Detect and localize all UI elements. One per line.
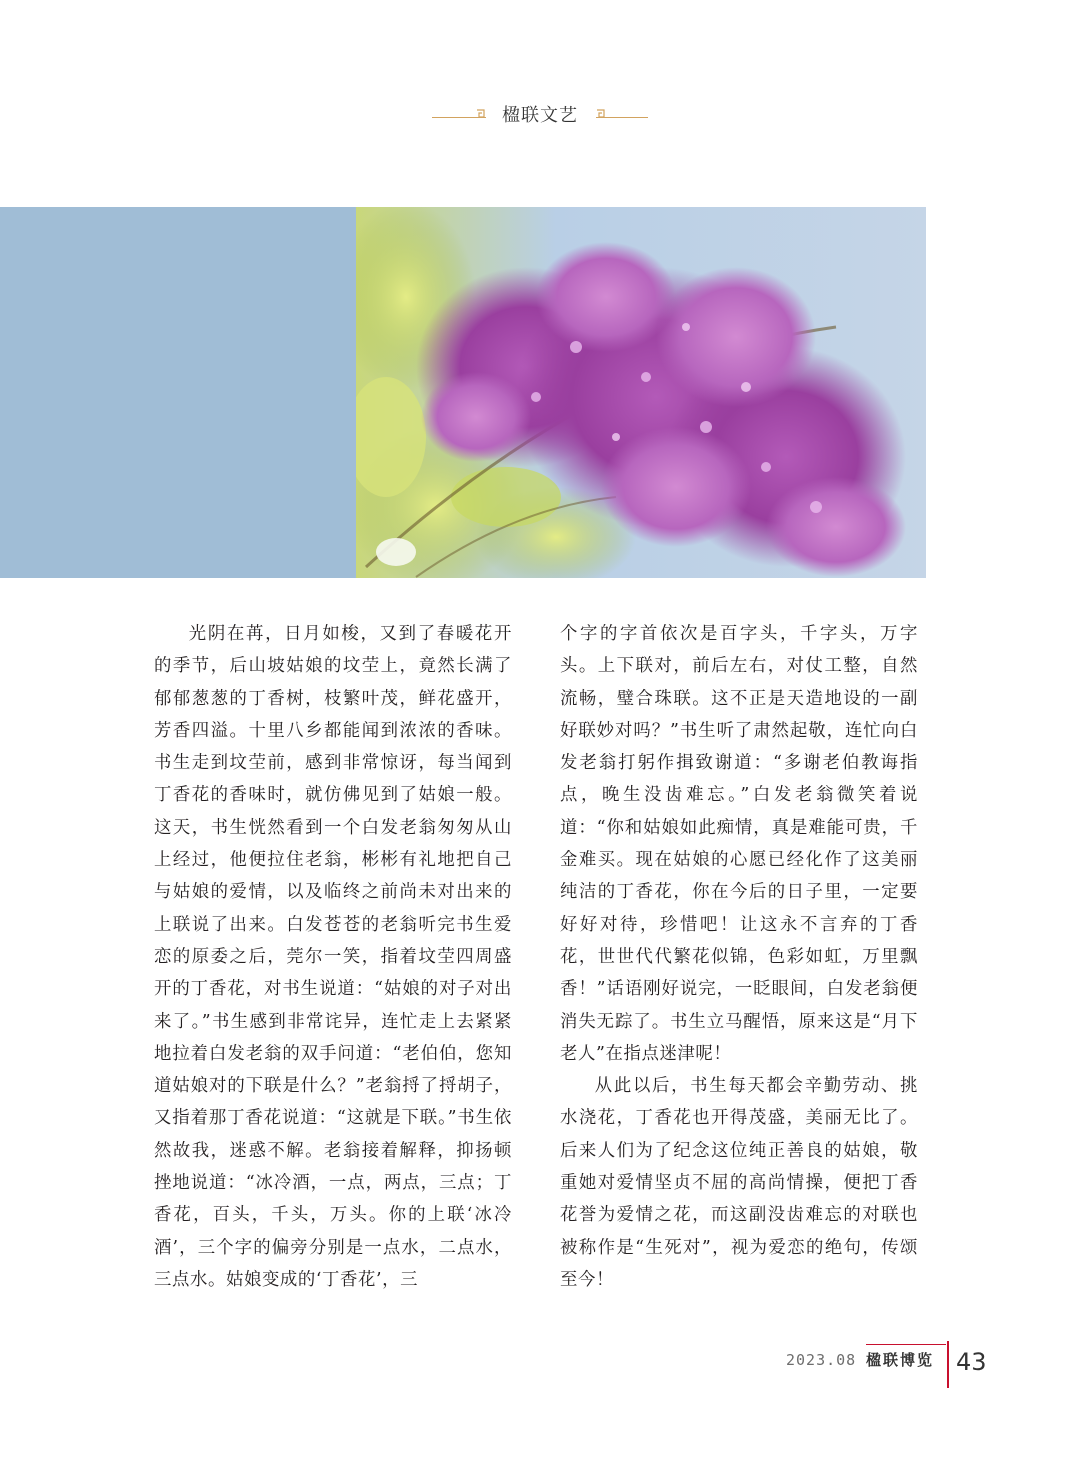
- article-column-right: [560, 618, 918, 1296]
- magazine-name: 楹联博览: [866, 1351, 935, 1369]
- color-panel: [0, 207, 356, 578]
- lilac-photo: [356, 207, 926, 578]
- section-header: [0, 98, 1080, 128]
- page-number: 43: [956, 1348, 987, 1376]
- header-ornament-left-icon: [476, 109, 485, 118]
- article-column-left: [154, 618, 512, 1296]
- article-paragraph: 光阴在苒，日月如梭，又到了春暖花开的季节，后山坡姑娘的坟茔上，竟然长满了郁郁葱葱的丁香树，枝繁叶茂，鲜花盛开，芳香四溢。十里八乡都能闻到浓浓的香味。书生走到坟茔前，感到非常惊讶，每当闻到丁香花的香味时，就仿佛见到了姑娘一般。这天，书生恍然看到一个白发老翁匆匆从山上经过，他便拉住老翁，彬彬有礼地把自己与姑娘的爱情，以及临终之前尚未对出来的上联说了出来。白发苍苍的老翁听完书生爱恋的原委之后，莞尔一笑，指着坟茔四周盛开的丁香花，对书生说道：“姑娘的对子对出来了。”书生感到非常诧异，连忙走上去紧紧地拉着白发老翁的双手问道：“老伯伯，您知道姑娘对的下联是什么？”老翁捋了捋胡子，又指着那丁香花说道：“这就是下联。”书生依然故我，迷惑不解。老翁接着解释，抑扬顿挫地说道：“冰冷酒，一点，两点，三点；丁香花，百头，千头，万头。你的上联‘冰冷酒’，三个字的偏旁分别是一点水，二点水，三点水。姑娘变成的‘丁香花’，三: [154, 624, 512, 1290]
- article-paragraph: 个字的字首依次是百字头，千字头，万字头。上下联对，前后左右，对仗工整，自然流畅，璧合珠联。这不正是天造地设的一副好联妙对吗？”书生听了肃然起敬，连忙向白发老翁打躬作揖致谢道：“多谢老伯教诲指点，晚生没齿难忘。”白发老翁微笑着说道：“你和姑娘如此痴情，真是难能可贵，千金难买。现在姑娘的心愿已经化作了这美丽纯洁的丁香花，你在今后的日子里，一定要好好对待，珍惜吧！让这永不言弃的丁香花，世世代代繁花似锦，色彩如虹，万里飘香！”话语刚好说完，一眨眼间，白发老翁便消失无踪了。书生立马醒悟，原来这是“月下老人”在指点迷津呢！: [560, 624, 918, 1064]
- section-title: 楹联文艺: [502, 105, 578, 126]
- article-paragraph: 从此以后，书生每天都会辛勤劳动、挑水浇花，丁香花也开得茂盛，美丽无比了。后来人们为了纪念这位纯正善良的姑娘，敬重她对爱情坚贞不屈的高尚情操，便把丁香花誉为爱情之花，而这副没齿难忘的对联也被称作是“生死对”，视为爱恋的绝句，传颂至今！: [560, 1076, 918, 1290]
- header-rule-right: [596, 117, 648, 118]
- issue-date: 2023.08: [786, 1351, 857, 1369]
- footer-rule: [866, 1344, 946, 1345]
- footer-divider: [947, 1341, 949, 1388]
